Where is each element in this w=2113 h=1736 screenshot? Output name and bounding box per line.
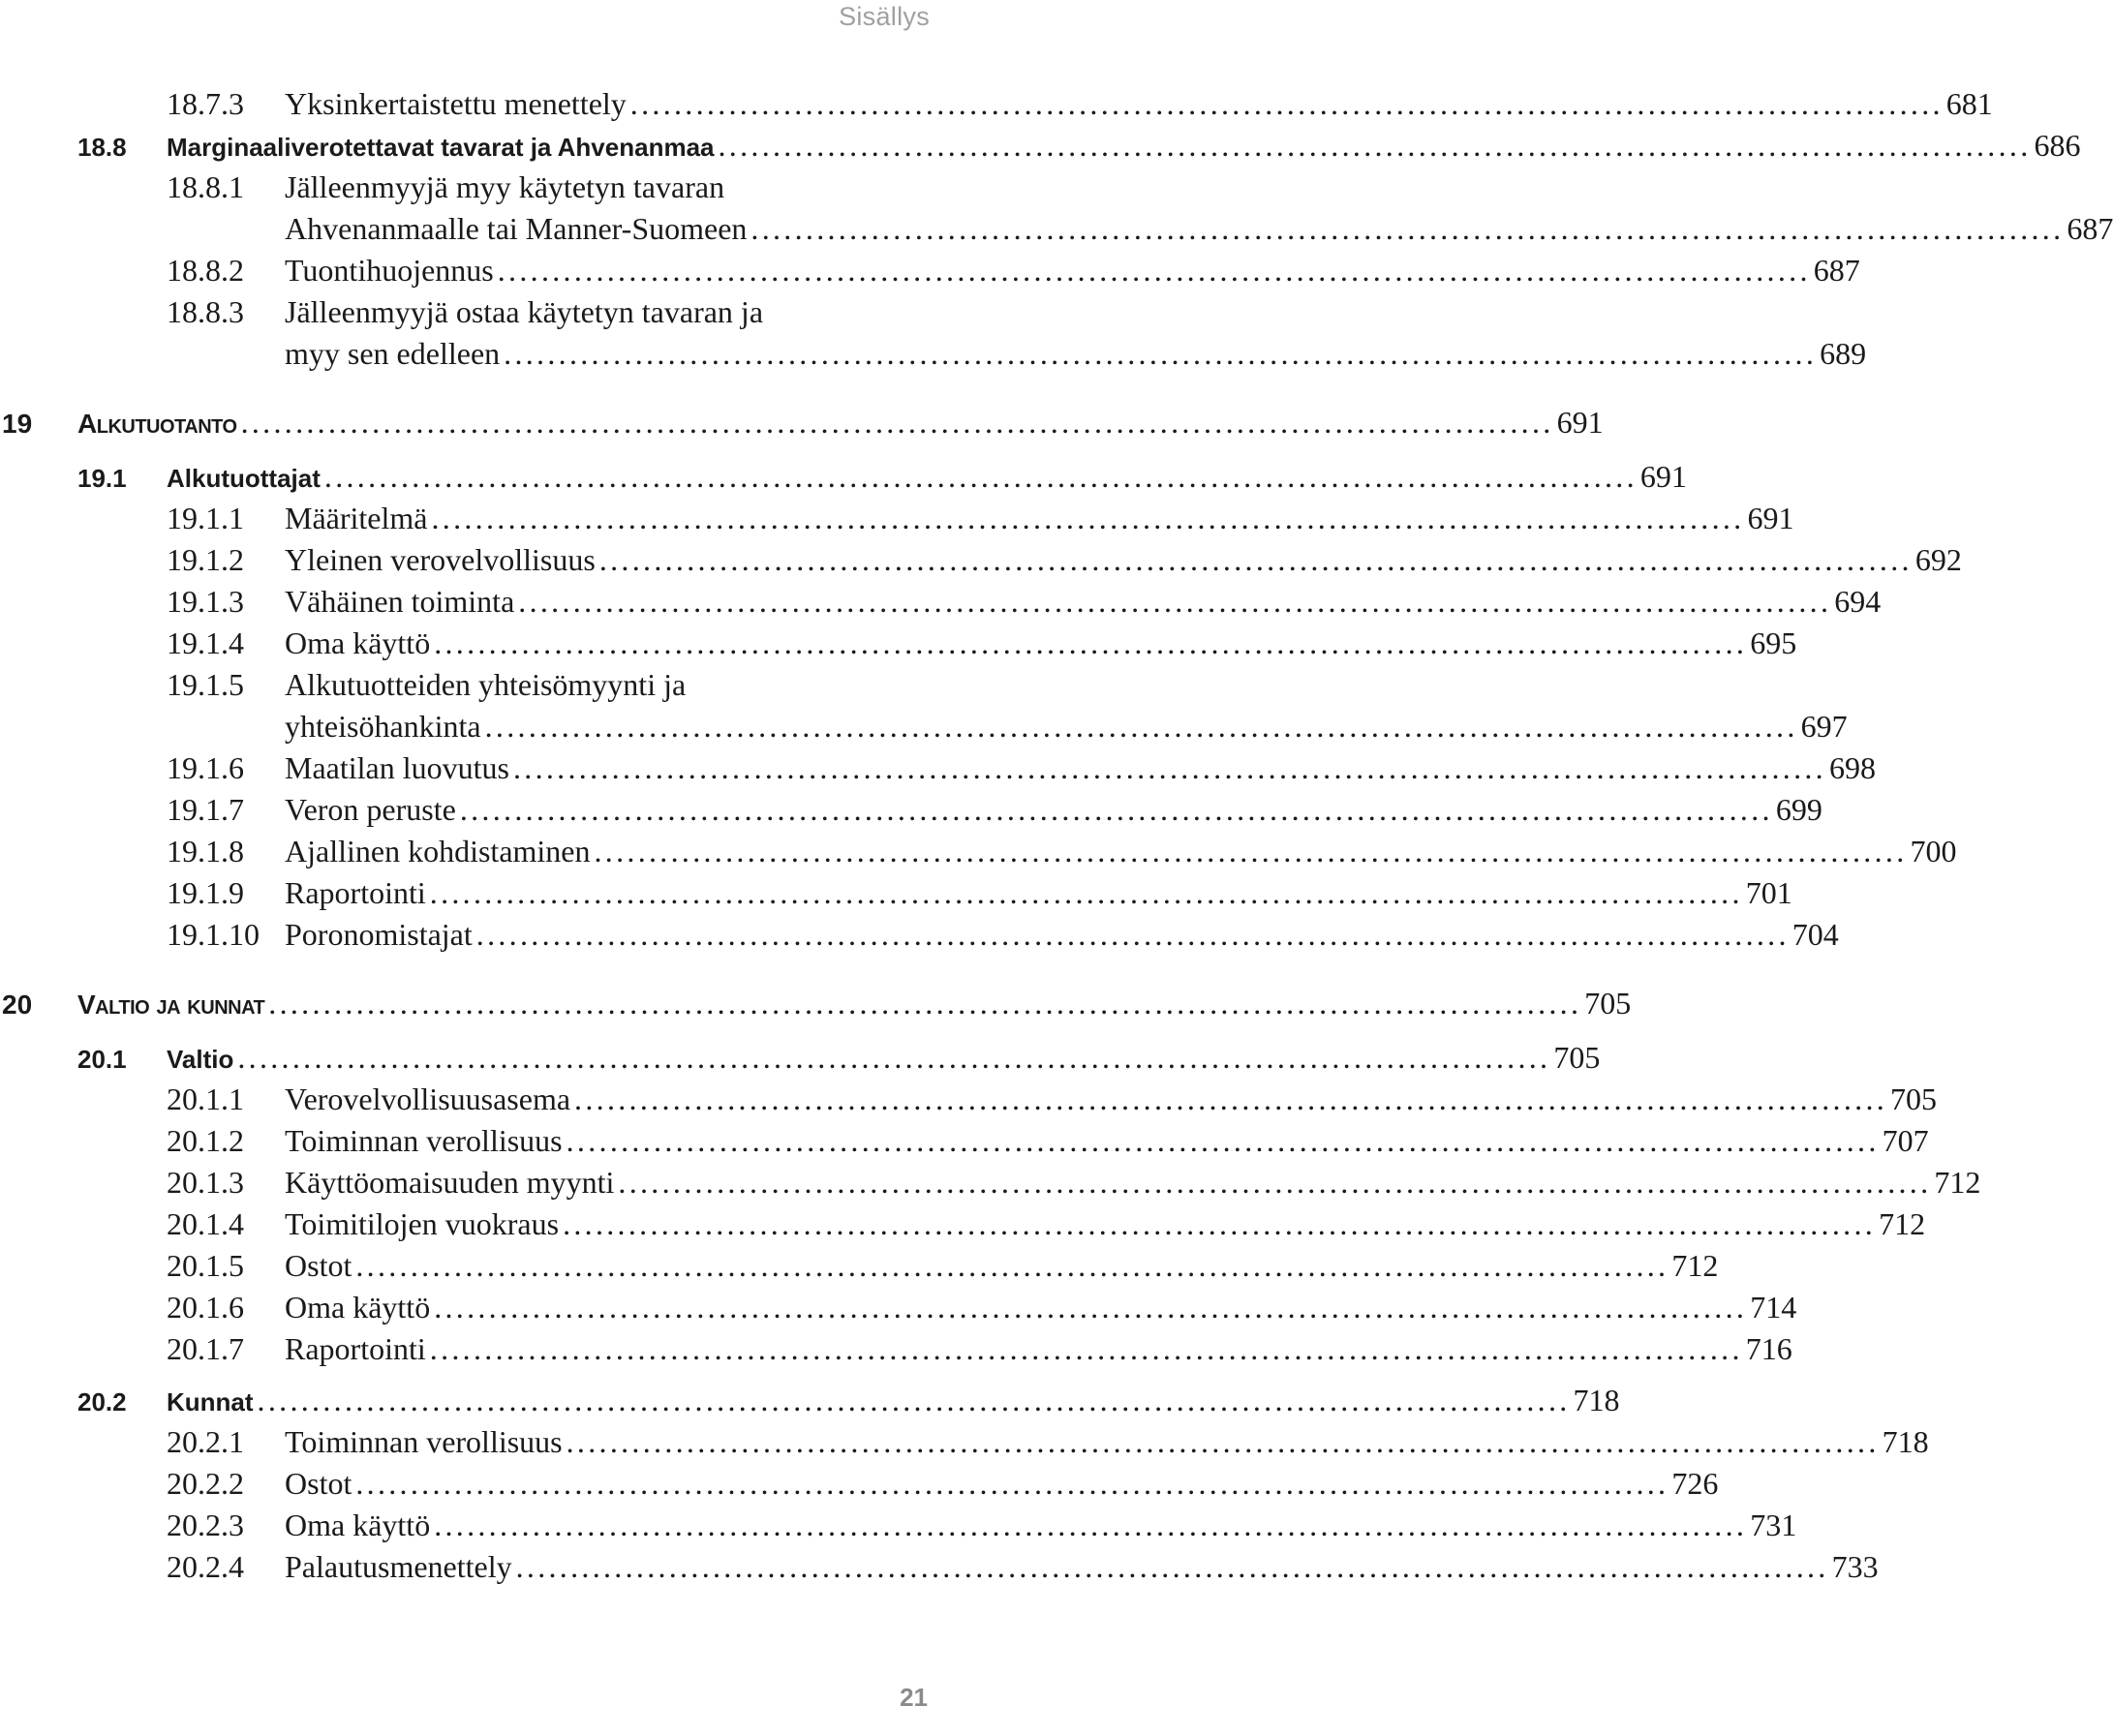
toc-entry-page: 716 [1745,1331,1792,1366]
toc-entry-title: Ajallinen kohdistaminen [285,834,591,868]
toc-entry-page: 726 [1671,1466,1719,1501]
toc-entry-page: 686 [2034,128,2081,163]
toc-entry[interactable] [0,1245,1719,1287]
toc-entry-number: 18.7.3 [167,86,244,121]
toc-entry-title: Toimitilojen vuokraus [285,1206,560,1241]
toc-entry-page: 699 [1775,792,1822,827]
toc-entry-title: Määritelmä [285,501,428,535]
toc-entry-number: 19.1.5 [167,667,244,702]
toc-entry-page: 731 [1750,1508,1797,1542]
toc-entry[interactable] [0,83,1993,125]
toc-entry-title: Oma käyttö [285,625,431,660]
toc-entry-title: Maatilan luovutus [285,750,509,785]
toc-entry-title: Raportointi [285,1331,426,1366]
toc-entry[interactable] [0,1162,1981,1203]
dot-leader: ........................................................................................................................ [618,1165,1932,1200]
toc-entry[interactable] [0,1328,1792,1370]
dot-leader: ........................................................................................................................ [434,1508,1748,1542]
table-of-contents [0,83,2113,1588]
toc-entry-title: Tuontihuojennus [285,253,494,288]
toc-entry-title: Marginaaliverotettavat tavarat ja Ahvenanmaa [167,133,715,162]
toc-entry-title: Vähäinen toiminta [285,584,515,619]
dot-leader: ........................................................................................................................ [484,709,1798,744]
toc-entry-title: Poronomistajat [285,917,473,952]
toc-entry-page: 697 [1800,709,1848,744]
toc-entry[interactable] [0,872,1792,914]
toc-entry-page: 687 [1813,253,1860,288]
toc-entry-page: 714 [1750,1290,1797,1325]
toc-entry[interactable] [0,1505,1797,1546]
toc-entry-number: 19.1.4 [167,625,244,660]
toc-entry-page: 695 [1750,625,1797,660]
dot-leader: ........................................................................................................................ [629,86,1944,121]
dot-leader: ........................................................................................................................ [323,459,1638,494]
dot-leader: ........................................................................................................................ [574,1081,1888,1116]
dot-leader: ........................................................................................................................ [268,986,1582,1020]
dot-leader: ........................................................................................................................ [504,336,1818,371]
toc-entry-title: Käyttöomaisuuden myynti [285,1165,615,1200]
toc-section-entry[interactable] [0,1380,1620,1421]
toc-entry[interactable] [0,1421,1929,1463]
dot-leader: ........................................................................................................................ [237,1040,1551,1075]
toc-entry-number: 20.1.5 [167,1248,244,1283]
toc-entry[interactable] [0,498,1794,539]
toc-entry[interactable] [0,747,1876,789]
toc-entry-number: 20.2 [77,1387,127,1416]
toc-entry-page: 691 [1556,405,1604,440]
toc-entry-number: 20.1.2 [167,1123,244,1158]
toc-entry-page: 705 [1890,1081,1938,1116]
toc-entry-number: 20.1.4 [167,1206,244,1241]
dot-leader: ........................................................................................................................ [434,625,1748,660]
toc-entry-number: 19.1.2 [167,542,244,577]
page-number: 21 [900,1683,928,1712]
toc-entry[interactable] [0,167,2113,250]
toc-entry-title-continued: yhteisöhankinta [285,709,481,744]
toc-entry-page: 712 [1671,1248,1719,1283]
dot-leader: ........................................................................................................................ [355,1466,1669,1501]
dot-leader: ........................................................................................................................ [598,542,1913,577]
toc-entry[interactable] [0,789,1822,831]
toc-entry-page: 691 [1747,501,1794,535]
dot-leader: ........................................................................................................................ [240,405,1554,440]
dot-leader: ........................................................................................................................ [459,792,1773,827]
toc-entry-number: 19.1.1 [167,501,244,535]
toc-entry-title: Veron peruste [285,792,456,827]
dot-leader: ........................................................................................................................ [515,1549,1829,1584]
toc-entry-page: 689 [1820,336,1867,371]
toc-entry-number: 20 [2,990,33,1020]
dot-leader: ........................................................................................................................ [434,1290,1748,1325]
running-head: Sisällys [839,2,930,31]
toc-entry[interactable] [0,1463,1719,1505]
toc-section-entry[interactable] [0,1037,1601,1079]
toc-entry-title: Toiminnan verollisuus [285,1424,563,1459]
toc-entry-title: Alkutuottajat [167,464,321,493]
toc-entry-title: Jälleenmyyjä ostaa käytetyn tavaran ja [285,294,764,329]
toc-entry[interactable] [0,1287,1797,1328]
toc-entry-number: 18.8 [77,133,127,162]
dot-leader: ........................................................................................................................ [475,917,1790,952]
toc-entry-number: 19 [2,409,33,439]
toc-entry-title: Raportointi [285,875,426,910]
toc-entry-page: 701 [1745,875,1792,910]
toc-entry-title: Toiminnan verollisuus [285,1123,563,1158]
dot-leader: ........................................................................................................................ [594,834,1908,868]
toc-entry-title: Oma käyttö [285,1508,431,1542]
toc-entry-title: Valtio ja kunnat [77,990,265,1020]
toc-entry-page: 704 [1791,917,1839,952]
toc-entry-title: Verovelvollisuusasema [285,1081,571,1116]
toc-entry-number: 20.1.3 [167,1165,244,1200]
toc-entry[interactable] [0,1546,1879,1588]
toc-entry-title: Alkutuotanto [77,409,237,439]
toc-entry-number: 18.8.3 [167,294,244,329]
toc-entry-number: 20.2.4 [167,1549,244,1584]
toc-entry-title: Ostot [285,1248,352,1283]
toc-entry[interactable] [0,623,1797,664]
dot-leader: ........................................................................................................................ [750,211,2065,246]
dot-leader: ........................................................................................................................ [563,1206,1877,1241]
toc-entry-page: 705 [1553,1040,1601,1075]
dot-leader: ........................................................................................................................ [355,1248,1669,1283]
toc-entry-number: 20.2.3 [167,1508,244,1542]
toc-entry-page: 694 [1834,584,1882,619]
toc-chapter-entry[interactable] [0,981,1632,1025]
dot-leader: ........................................................................................................................ [518,584,1832,619]
toc-entry-number: 20.1.7 [167,1331,244,1366]
dot-leader: ........................................................................................................................ [718,128,2032,163]
toc-entry-page: 691 [1639,459,1687,494]
toc-entry-title: Alkutuotteiden yhteisömyynti ja [285,667,687,702]
toc-entry-number: 18.8.2 [167,253,244,288]
toc-entry-title-continued: myy sen edelleen [285,336,501,371]
toc-entry-number: 19.1.8 [167,834,244,868]
dot-leader: ........................................................................................................................ [566,1123,1880,1158]
toc-entry[interactable] [0,250,1860,291]
toc-entry-number: 19.1.10 [167,917,260,952]
toc-entry[interactable] [0,1203,1926,1245]
toc-entry-number: 20.1.6 [167,1290,244,1325]
toc-entry-title: Yleinen verovelvollisuus [285,542,596,577]
toc-entry[interactable] [0,664,1848,747]
toc-entry-page: 707 [1882,1123,1929,1158]
toc-entry-page: 733 [1831,1549,1879,1584]
toc-entry[interactable] [0,1120,1929,1162]
toc-entry-title: Ostot [285,1466,352,1501]
toc-entry[interactable] [0,539,1962,581]
toc-entry-number: 20.1 [77,1045,127,1074]
toc-entry-number: 20.2.1 [167,1424,244,1459]
dot-leader: ........................................................................................................................ [497,253,1811,288]
dot-leader: ........................................................................................................................ [512,750,1826,785]
toc-entry-page: 718 [1882,1424,1929,1459]
toc-entry-number: 19.1.3 [167,584,244,619]
dot-leader: ........................................................................................................................ [566,1424,1880,1459]
toc-entry-number: 20.2.2 [167,1466,244,1501]
toc-chapter-entry[interactable] [0,400,1604,444]
toc-entry-page: 712 [1879,1206,1926,1241]
toc-entry-number: 19.1.7 [167,792,244,827]
toc-entry[interactable] [0,581,1882,623]
toc-entry-title: Palautusmenettely [285,1549,512,1584]
toc-entry-page: 718 [1573,1383,1620,1417]
toc-entry-page: 681 [1945,86,1993,121]
toc-entry[interactable] [0,1079,1938,1120]
toc-entry-number: 19.1.9 [167,875,244,910]
toc-entry-title-continued: Ahvenanmaalle tai Manner-Suomeen [285,211,748,246]
toc-entry-page: 687 [2067,211,2113,246]
toc-entry-title: Oma käyttö [285,1290,431,1325]
toc-entry-page: 705 [1584,986,1632,1020]
toc-section-entry[interactable] [0,125,2081,167]
dot-leader: ........................................................................................................................ [431,501,1745,535]
dot-leader: ........................................................................................................................ [429,875,1743,910]
toc-entry-page: 698 [1828,750,1876,785]
toc-entry[interactable] [0,831,1957,872]
toc-entry-number: 19.1.6 [167,750,244,785]
toc-entry-number: 19.1 [77,464,127,493]
dot-leader: ........................................................................................................................ [257,1383,1571,1417]
toc-entry-page: 692 [1914,542,1962,577]
dot-leader: ........................................................................................................................ [429,1331,1743,1366]
toc-entry-title: Yksinkertaistettu menettely [285,86,627,121]
toc-section-entry[interactable] [0,456,1687,498]
toc-entry[interactable] [0,291,1867,375]
toc-entry-title: Jälleenmyyjä myy käytetyn tavaran [285,169,725,204]
toc-entry-number: 20.1.1 [167,1081,244,1116]
toc-entry-number: 18.8.1 [167,169,244,204]
toc-entry-page: 700 [1910,834,1957,868]
toc-entry-title: Kunnat [167,1387,254,1416]
toc-entry[interactable] [0,914,1839,956]
toc-entry-title: Valtio [167,1045,234,1074]
toc-entry-page: 712 [1934,1165,1981,1200]
